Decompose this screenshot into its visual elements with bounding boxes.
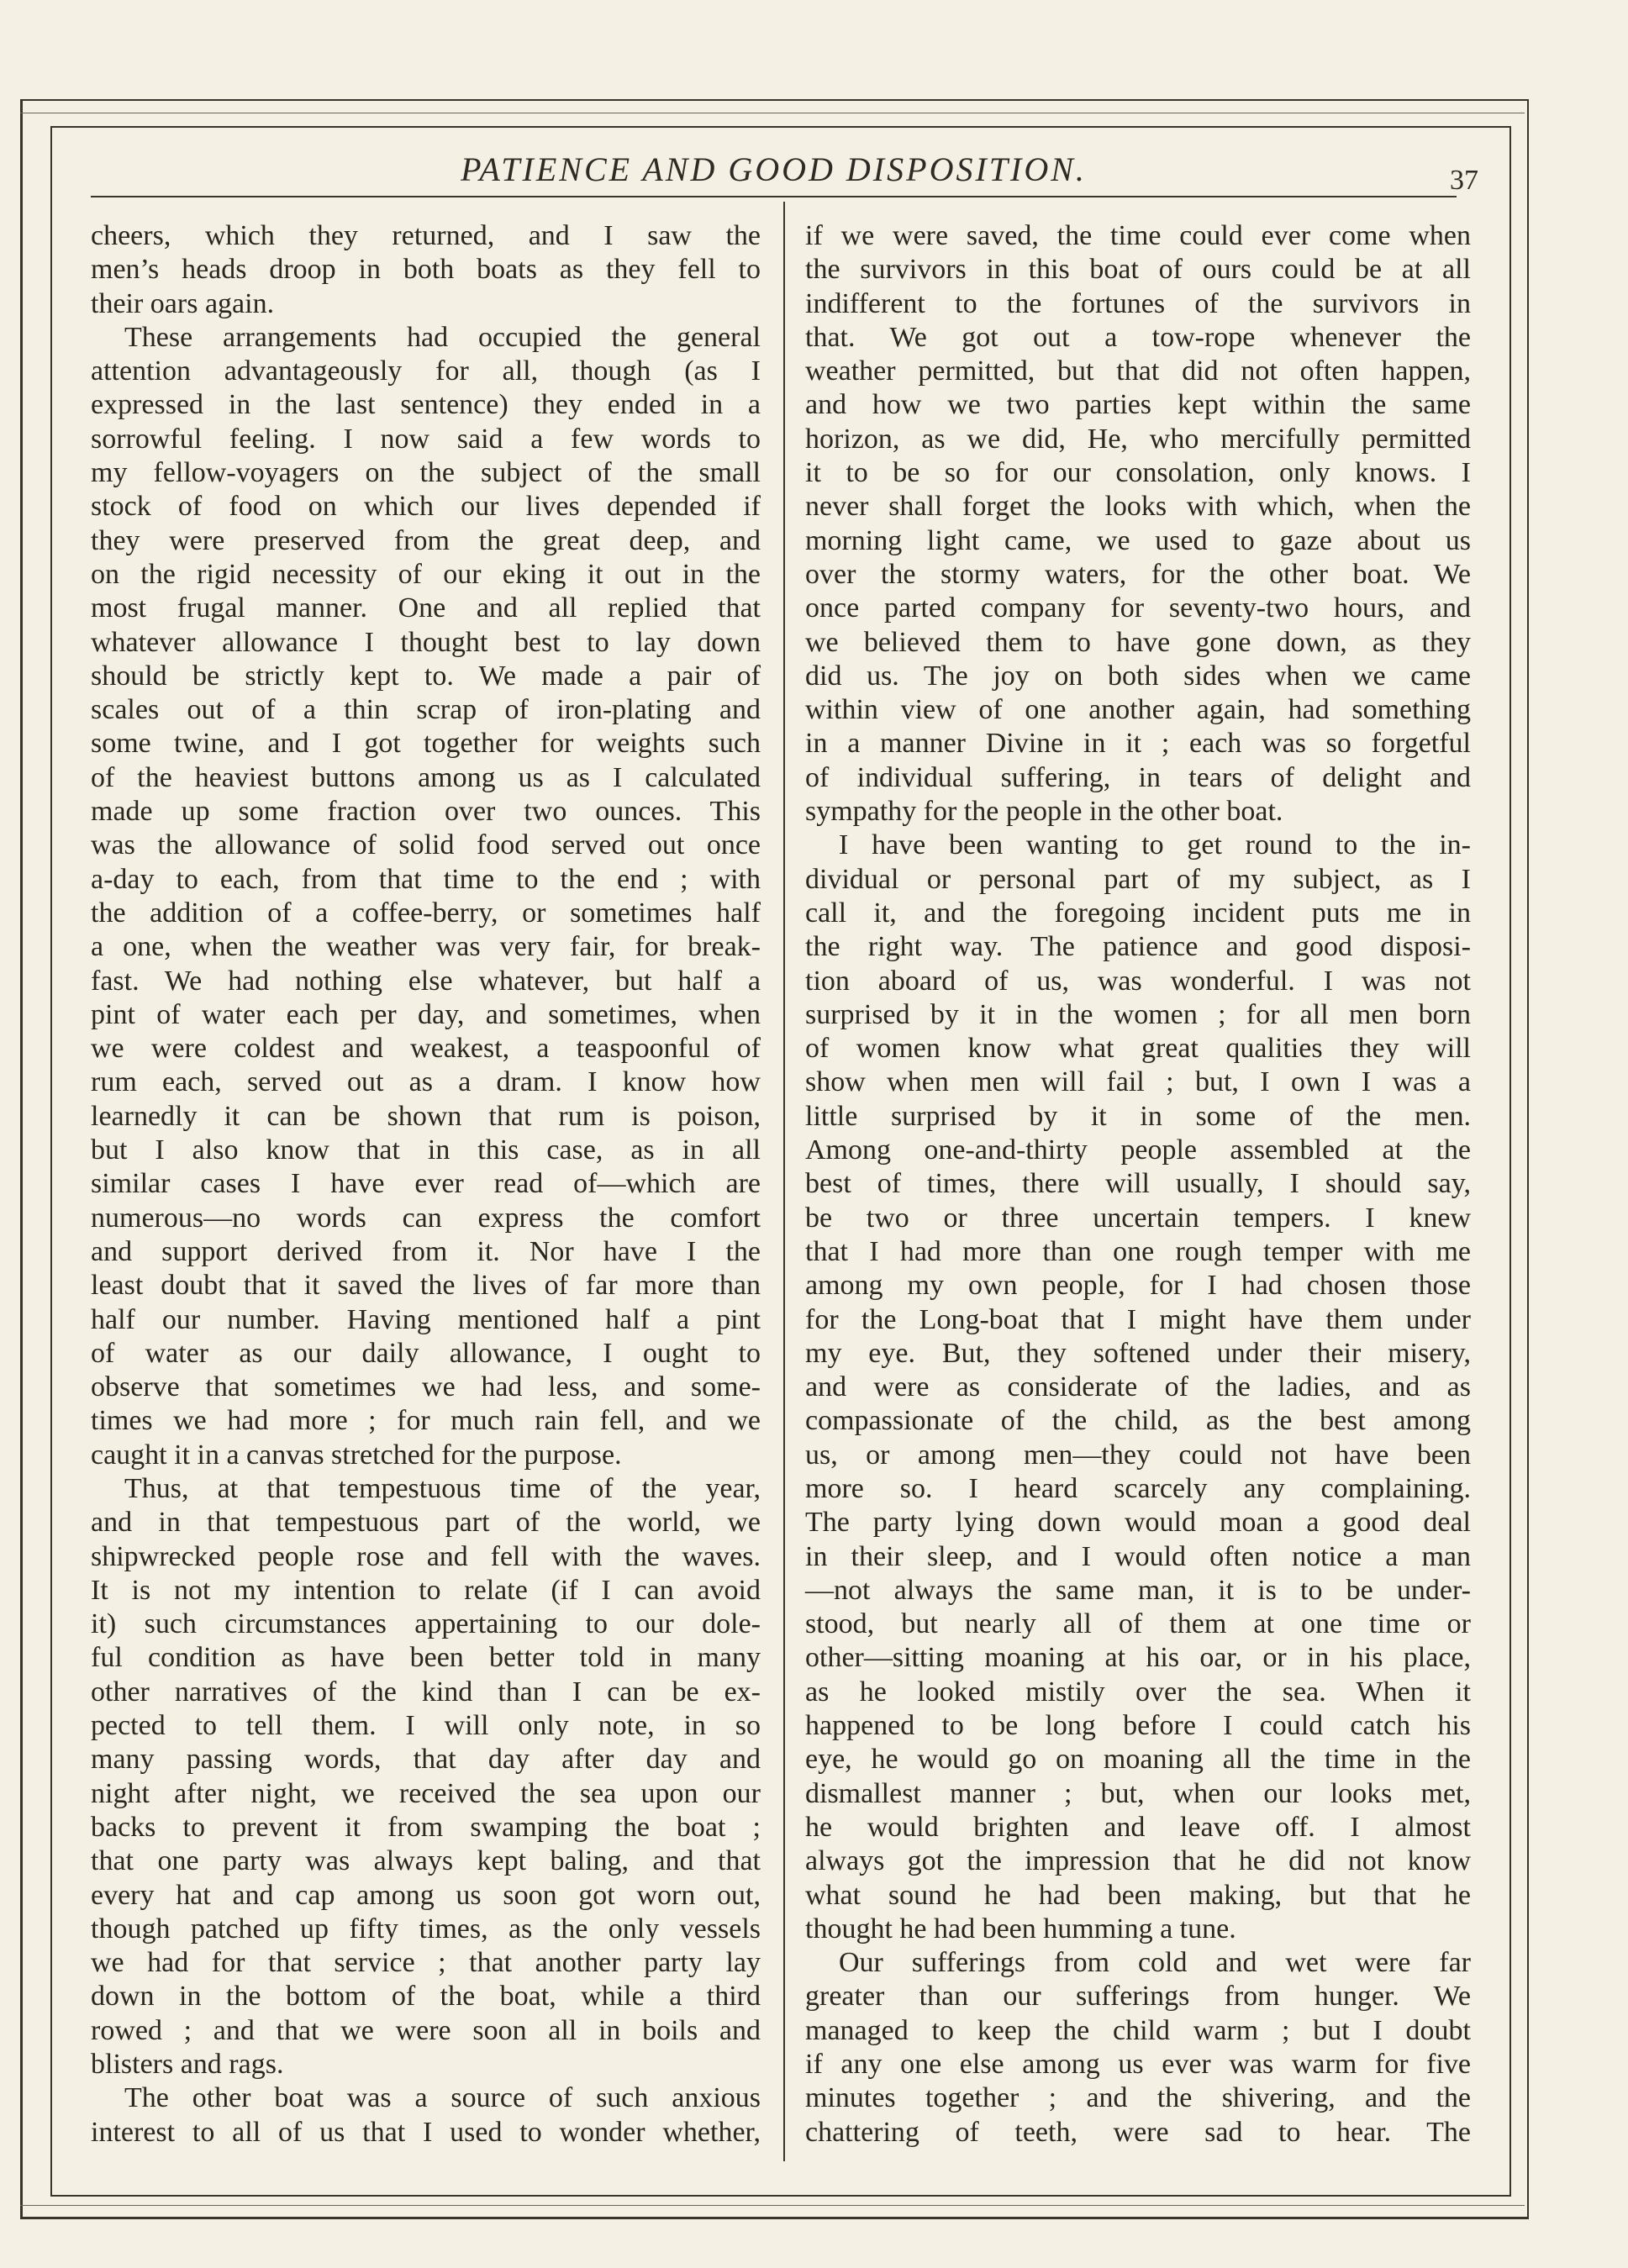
- text-line: —not always the same man, it is to be under-: [805, 1574, 1471, 1606]
- text-line: morning light came, we used to gaze about us: [805, 524, 1471, 556]
- text-line: as he looked mistily over the sea. When it: [805, 1676, 1471, 1708]
- text-line: cheers, which they returned, and I saw the: [91, 220, 761, 251]
- text-line: times we had more ; for much rain fell, and we: [91, 1405, 761, 1437]
- border-rule-bottom: [20, 2205, 1525, 2206]
- text-line: little surprised by it in some of the men.: [805, 1100, 1471, 1132]
- text-line: many passing words, that day after day and: [91, 1744, 761, 1776]
- text-line: stock of food on which our lives depended if: [91, 491, 761, 523]
- text-line: pint of water each per day, and sometimes, when: [91, 998, 761, 1030]
- text-line: backs to prevent it from swamping the boat ;: [91, 1811, 761, 1843]
- text-line: interest to all of us that I used to wonder whether,: [91, 2116, 761, 2148]
- text-line: compassionate of the child, as the best among: [805, 1405, 1471, 1437]
- text-line: that. We got out a tow-rope whenever the: [805, 321, 1471, 353]
- text-line: never shall forget the looks with which, when the: [805, 491, 1471, 523]
- text-line: sorrowful feeling. I now said a few words to: [91, 423, 761, 455]
- text-line: other—sitting moaning at his oar, or in his place,: [805, 1642, 1471, 1674]
- text-line: if we were saved, the time could ever come when: [805, 220, 1471, 251]
- text-line: scales out of a thin scrap of iron-plating and: [91, 694, 761, 726]
- text-line: similar cases I have ever read of—which are: [91, 1168, 761, 1200]
- text-line: if any one else among us ever was warm for five: [805, 2049, 1471, 2081]
- text-line: and were as considerate of the ladies, and as: [805, 1371, 1471, 1403]
- text-line: tion aboard of us, was wonderful. I was not: [805, 965, 1471, 997]
- text-line: attention advantageously for all, though (as I: [91, 355, 761, 387]
- text-line: of water as our daily allowance, I ought to: [91, 1337, 761, 1369]
- text-line: weather permitted, but that did not often happen,: [805, 355, 1471, 387]
- text-line: and how we two parties kept within the same: [805, 389, 1471, 421]
- text-line: dismallest manner ; but, when our looks met,: [805, 1777, 1471, 1809]
- text-line: he would brighten and leave off. I almost: [805, 1811, 1471, 1843]
- text-line: happened to be long before I could catch his: [805, 1710, 1471, 1742]
- text-line: of women know what great qualities they will: [805, 1033, 1471, 1065]
- text-line: rowed ; and that we were soon all in boils and: [91, 2014, 761, 2046]
- text-line: and support derived from it. Nor have I the: [91, 1235, 761, 1267]
- text-line: Among one-and-thirty people assembled at the: [805, 1134, 1471, 1166]
- text-line: learnedly it can be shown that rum is poison,: [91, 1100, 761, 1132]
- text-line: thought he had been humming a tune.: [805, 1913, 1236, 1944]
- text-line: managed to keep the child warm ; but I doubt: [805, 2014, 1471, 2046]
- text-line: they were preserved from the great deep, and: [91, 524, 761, 556]
- text-line: expressed in the last sentence) they ended in a: [91, 389, 761, 421]
- text-line: the addition of a coffee-berry, or sometimes half: [91, 897, 761, 929]
- text-line: indifferent to the fortunes of the survivors in: [805, 287, 1471, 319]
- text-line: was the allowance of solid food served out once: [91, 829, 761, 861]
- text-line: whatever allowance I thought best to lay down: [91, 626, 761, 658]
- text-line: pected to tell them. I will only note, in so: [91, 1710, 761, 1742]
- text-line: down in the bottom of the boat, while a third: [91, 1981, 761, 2013]
- text-line: us, or among men—they could not have been: [805, 1439, 1471, 1471]
- text-line: a-day to each, from that time to the end ; with: [91, 863, 761, 895]
- column-divider: [783, 202, 785, 2161]
- header-rule: [91, 196, 1457, 197]
- text-line: and in that tempestuous part of the world, we: [91, 1507, 761, 1539]
- text-line: dividual or personal part of my subject, as I: [805, 863, 1471, 895]
- text-line: be two or three uncertain tempers. I knew: [805, 1202, 1471, 1234]
- text-line: Our sufferings from cold and wet were far: [839, 1947, 1471, 1979]
- text-line: my fellow-voyagers on the subject of the small: [91, 457, 761, 489]
- text-line: my eye. But, they softened under their misery,: [805, 1337, 1471, 1369]
- text-line: once parted company for seventy-two hours, and: [805, 592, 1471, 624]
- text-line: over the stormy waters, for the other boat. We: [805, 558, 1471, 590]
- text-line: surprised by it in the women ; for all men born: [805, 998, 1471, 1030]
- text-line: of individual suffering, in tears of delight and: [805, 761, 1471, 793]
- text-line: what sound he had been making, but that he: [805, 1879, 1471, 1911]
- text-line: sympathy for the people in the other boat.: [805, 796, 1283, 828]
- text-line: every hat and cap among us soon got worn out,: [91, 1879, 761, 1911]
- text-line: observe that sometimes we had less, and some-: [91, 1371, 761, 1403]
- page-number: 37: [1450, 165, 1478, 196]
- text-line: stood, but nearly all of them at one time or: [805, 1608, 1471, 1640]
- text-line: on the rigid necessity of our eking it out in the: [91, 558, 761, 590]
- text-line: more so. I heard scarcely any complaining.: [805, 1472, 1471, 1504]
- text-line: we had for that service ; that another party lay: [91, 1947, 761, 1979]
- text-line: in their sleep, and I would often notice a man: [805, 1540, 1471, 1572]
- text-line: we were coldest and weakest, a teaspoonful of: [91, 1033, 761, 1065]
- text-line: The party lying down would moan a good deal: [805, 1507, 1471, 1539]
- text-line: minutes together ; and the shivering, and the: [805, 2082, 1471, 2114]
- right-text-column: [805, 219, 1471, 2150]
- text-line: we believed them to have gone down, as they: [805, 626, 1471, 658]
- text-line: chattering of teeth, were sad to hear. The: [805, 2116, 1471, 2148]
- text-line: fast. We had nothing else whatever, but half a: [91, 965, 761, 997]
- text-line: horizon, as we did, He, who mercifully permitted: [805, 423, 1471, 455]
- text-line: for the Long-boat that I might have them under: [805, 1303, 1471, 1335]
- text-line: greater than our sufferings from hunger. We: [805, 1981, 1471, 2013]
- text-line: night after night, we received the sea upon our: [91, 1777, 761, 1809]
- text-line: the survivors in this boat of ours could be at all: [805, 254, 1471, 286]
- text-line: ful condition as have been better told in many: [91, 1642, 761, 1674]
- text-line: among my own people, for I had chosen those: [805, 1270, 1471, 1302]
- text-line: It is not my intention to relate (if I can avoid: [91, 1574, 761, 1606]
- text-line: rum each, served out as a dram. I know how: [91, 1066, 761, 1098]
- text-line: most frugal manner. One and all replied that: [91, 592, 761, 624]
- text-line: that I had more than one rough temper with me: [805, 1235, 1471, 1267]
- text-line: in a manner Divine in it ; each was so forgetful: [805, 728, 1471, 760]
- text-line: half our number. Having mentioned half a pint: [91, 1303, 761, 1335]
- text-line: shipwrecked people rose and fell with the waves.: [91, 1540, 761, 1572]
- running-title: PATIENCE AND GOOD DISPOSITION.: [461, 150, 1087, 188]
- text-line: The other boat was a source of such anxious: [124, 2082, 761, 2114]
- text-line: numerous—no words can express the comfort: [91, 1202, 761, 1234]
- text-line: but I also know that in this case, as in all: [91, 1134, 761, 1166]
- text-line: a one, when the weather was very fair, for break-: [91, 931, 761, 963]
- text-line: did us. The joy on both sides when we came: [805, 660, 1471, 692]
- text-line: their oars again.: [91, 287, 275, 319]
- text-line: of the heaviest buttons among us as I calculated: [91, 761, 761, 793]
- text-line: made up some fraction over two ounces. This: [91, 796, 761, 828]
- text-line: These arrangements had occupied the general: [124, 321, 761, 353]
- text-line: that one party was always kept baling, and that: [91, 1845, 761, 1877]
- text-line: always got the impression that he did not know: [805, 1845, 1471, 1877]
- text-line: blisters and rags.: [91, 2049, 284, 2081]
- text-line: I have been wanting to get round to the in-: [839, 829, 1471, 861]
- text-line: the right way. The patience and good disposi-: [805, 931, 1471, 963]
- text-line: call it, and the foregoing incident puts me in: [805, 897, 1471, 929]
- text-line: men’s heads droop in both boats as they fell to: [91, 254, 761, 286]
- text-line: best of times, there will usually, I should say,: [805, 1168, 1471, 1200]
- text-line: within view of one another again, had something: [805, 694, 1471, 726]
- text-line: it) such circumstances appertaining to our dole-: [91, 1608, 761, 1640]
- text-line: other narratives of the kind than I can be ex-: [91, 1676, 761, 1708]
- text-line: should be strictly kept to. We made a pair of: [91, 660, 761, 692]
- text-line: though patched up fifty times, as the only vessels: [91, 1913, 761, 1944]
- text-line: least doubt that it saved the lives of far more than: [91, 1270, 761, 1302]
- left-text-column: [91, 219, 761, 2150]
- text-line: some twine, and I got together for weights such: [91, 728, 761, 760]
- text-line: caught it in a canvas stretched for the purpose.: [91, 1439, 622, 1471]
- text-line: show when men will fail ; but, I own I was a: [805, 1066, 1471, 1098]
- text-line: Thus, at that tempestuous time of the year,: [124, 1472, 761, 1504]
- text-line: eye, he would go on moaning all the time in the: [805, 1744, 1471, 1776]
- text-line: it to be so for our consolation, only knows. I: [805, 457, 1471, 489]
